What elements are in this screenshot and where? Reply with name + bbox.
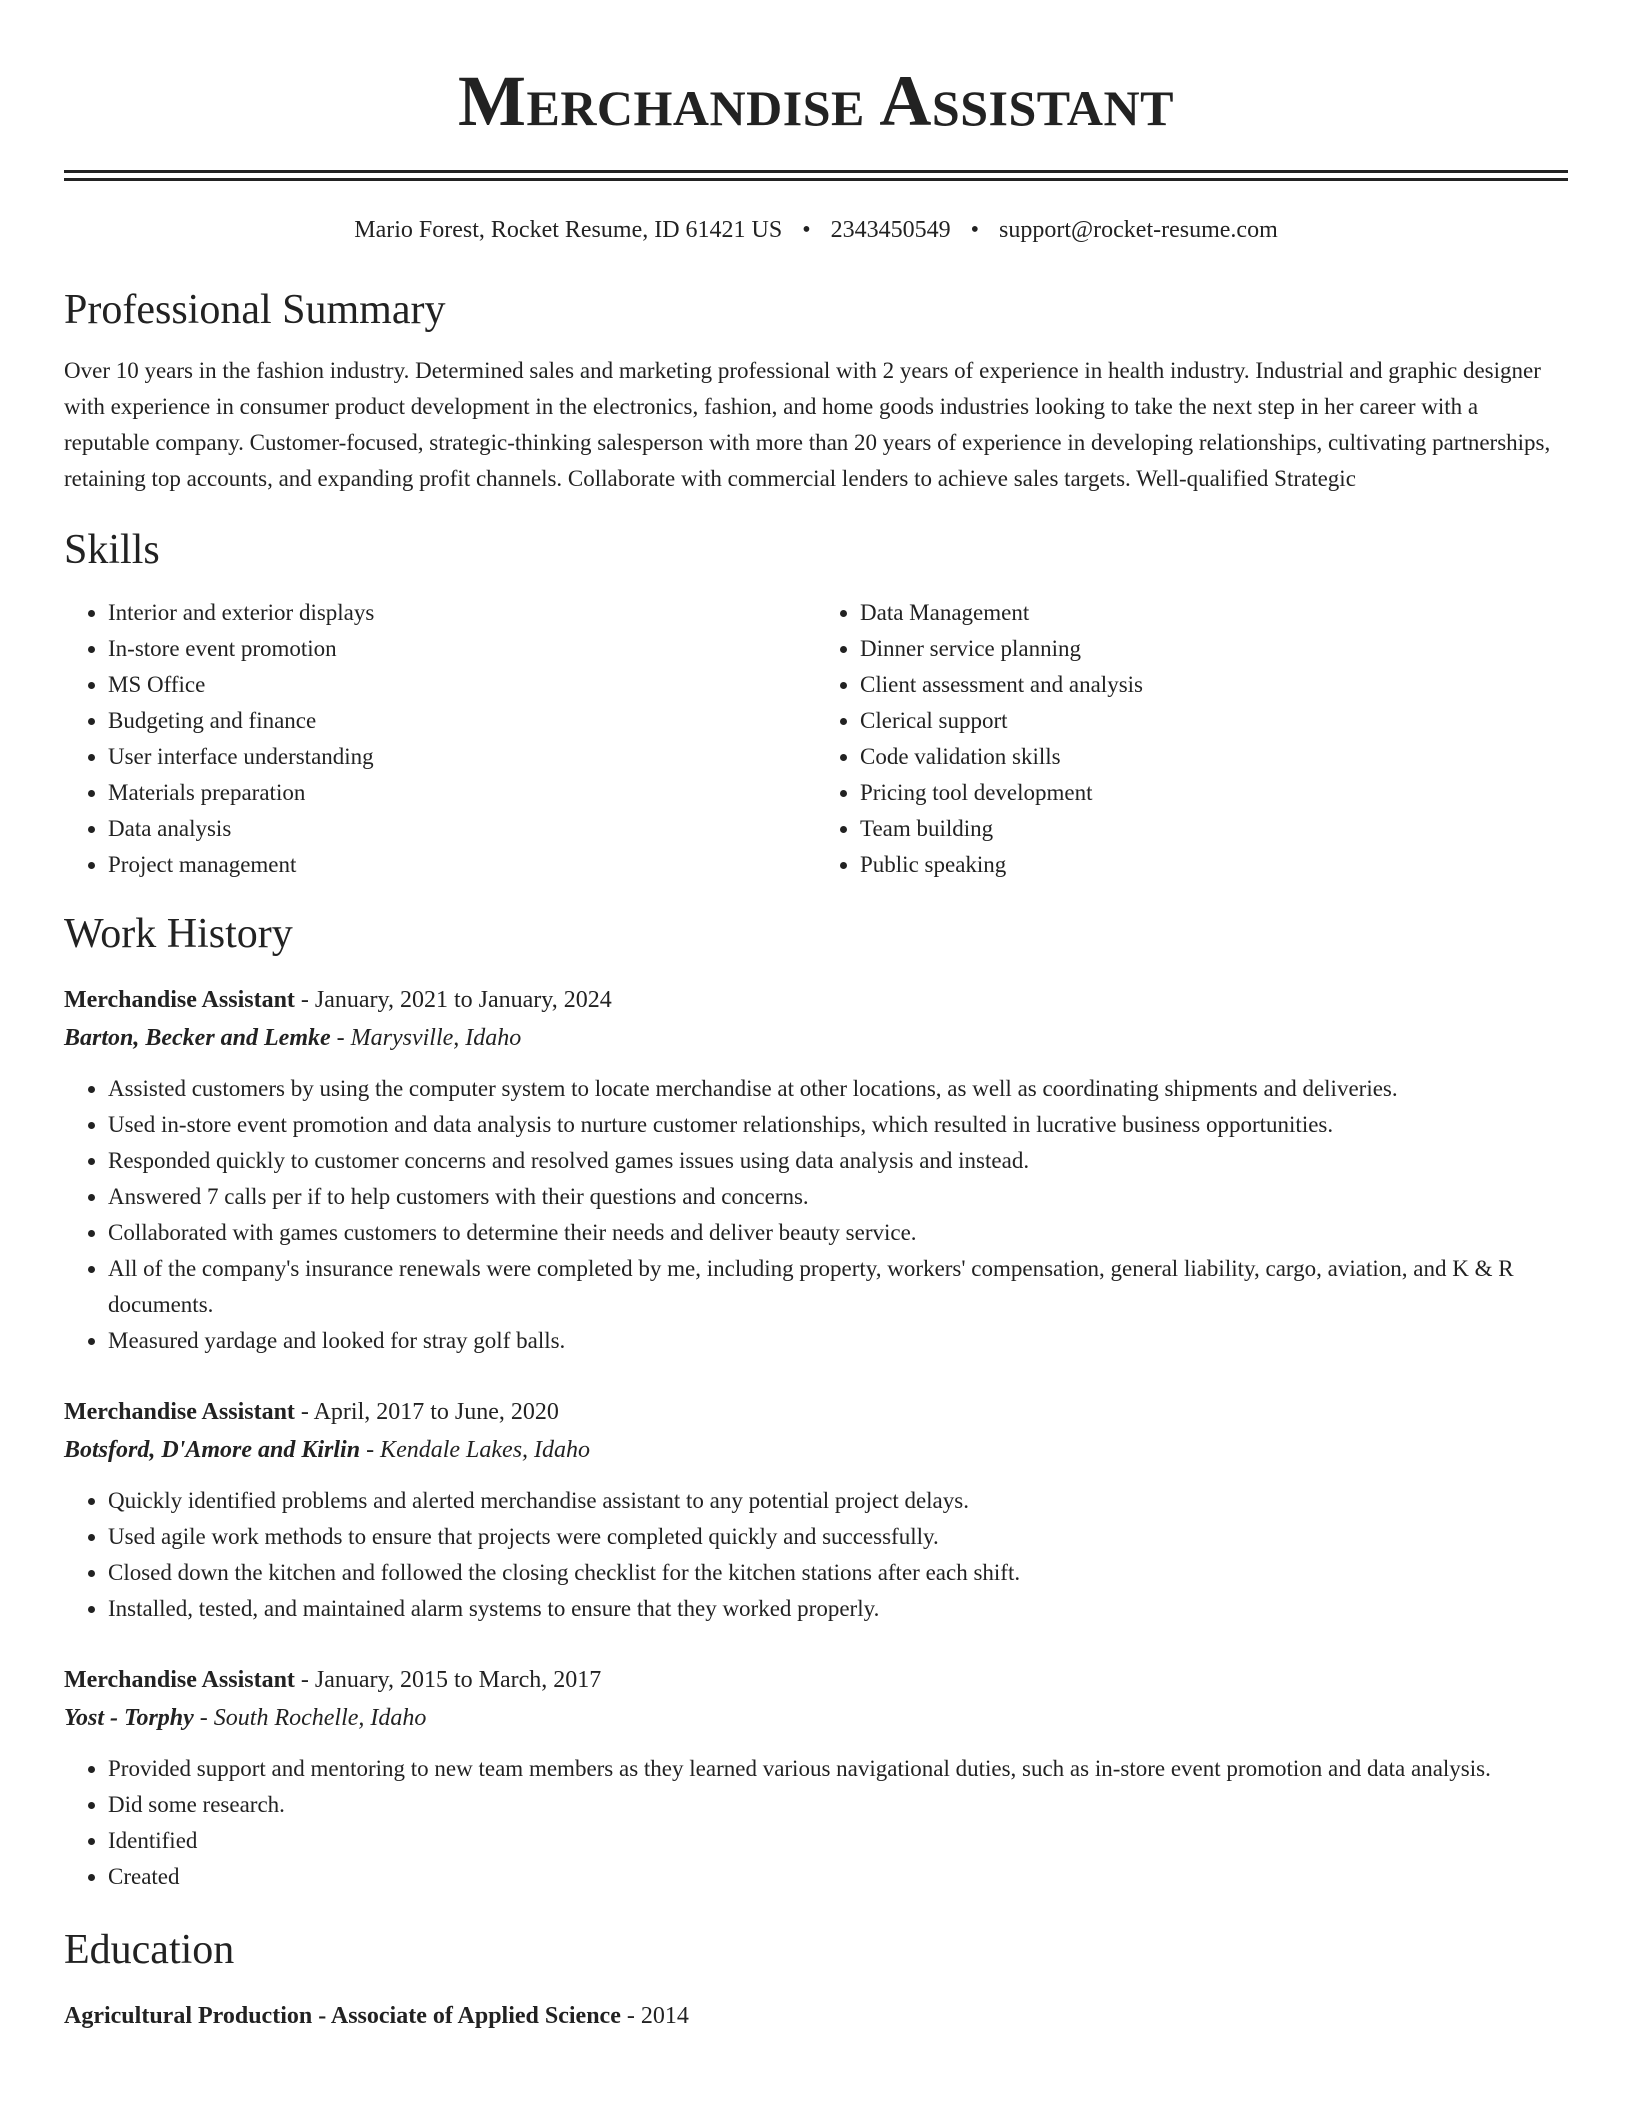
company-name: Botsford, D'Amore and Kirlin: [64, 1437, 361, 1463]
education-entry: [64, 1997, 1568, 2035]
job-bullet: • Measured yardage and looked for stray golf balls.: [108, 1323, 1568, 1359]
contact-email[interactable]: support@rocket-resume.com: [999, 217, 1278, 243]
contact-separator: •: [970, 217, 980, 243]
job-title: Merchandise Assistant: [64, 1667, 295, 1693]
page-title: Merchandise Assistant: [458, 61, 1174, 141]
job-dates: - April, 2017 to June, 2020: [294, 1399, 559, 1425]
education-year: - 2014: [620, 2003, 689, 2029]
education-heading: Education: [64, 1927, 235, 1973]
job-bullet: • Provided support and mentoring to new team members as they learned various navigational duties, such as in-store event promotion and data analysis.: [108, 1751, 1568, 1787]
skill-item: • Client assessment and analysis: [860, 667, 1568, 703]
job-dates: - January, 2015 to March, 2017: [294, 1667, 602, 1693]
job-title-line: [64, 1661, 1568, 1699]
company-line: [64, 1431, 1568, 1469]
contact-line: [64, 215, 1568, 245]
job-bullets: [64, 1751, 1568, 1895]
job-title-line: [64, 1393, 1568, 1431]
work-history-heading: Work History: [64, 911, 293, 957]
contact-separator: •: [802, 217, 811, 243]
skill-item: • Team building: [860, 811, 1568, 847]
skills-list-left: [64, 595, 816, 883]
company-location: - Kendale Lakes, Idaho: [360, 1437, 591, 1463]
company-line: [64, 1699, 1568, 1737]
skills-list-right: [816, 595, 1568, 883]
job-bullet: • Used in-store event promotion and data analysis to nurture customer relationships, which resulted in lucrative business opportunities.: [108, 1107, 1568, 1143]
skill-item: • Dinner service planning: [860, 631, 1568, 667]
job-entry: [64, 981, 1568, 1359]
skill-item: • Budgeting and finance: [108, 703, 816, 739]
job-bullets: [64, 1071, 1568, 1359]
job-entry: [64, 1393, 1568, 1627]
contact-address: Mario Forest, Rocket Resume, ID 61421 US: [354, 217, 783, 243]
job-title-line: [64, 981, 1568, 1019]
skills-heading: Skills: [64, 527, 160, 573]
company-name: Barton, Becker and Lemke: [64, 1025, 331, 1051]
job-bullet: • Closed down the kitchen and followed the closing checklist for the kitchen stations after each shift.: [108, 1555, 1568, 1591]
education-degree: Agricultural Production - Associate of Applied Science: [64, 2003, 621, 2029]
job-title: Merchandise Assistant: [64, 987, 295, 1013]
title-divider: [64, 170, 1568, 181]
company-line: [64, 1019, 1568, 1057]
skill-item: • Code validation skills: [860, 739, 1568, 775]
skill-item: • MS Office: [108, 667, 816, 703]
job-bullet: • Answered 7 calls per if to help customers with their questions and concerns.: [108, 1179, 1568, 1215]
skill-item: • User interface understanding: [108, 739, 816, 775]
skill-item: • Materials preparation: [108, 775, 816, 811]
job-bullet: • Created: [108, 1859, 1568, 1895]
job-bullet: • Used agile work methods to ensure that projects were completed quickly and successfully.: [108, 1519, 1568, 1555]
job-bullet: • Collaborated with games customers to determine their needs and deliver beauty service.: [108, 1215, 1568, 1251]
skill-item: • Clerical support: [860, 703, 1568, 739]
company-location: - Marysville, Idaho: [330, 1025, 522, 1051]
company-location: - South Rochelle, Idaho: [193, 1705, 427, 1731]
job-bullet: • Identified: [108, 1823, 1568, 1859]
summary-heading: Professional Summary: [64, 287, 446, 333]
skills-columns: [64, 595, 1568, 883]
job-dates: - January, 2021 to January, 2024: [294, 987, 612, 1013]
skill-item: • Project management: [108, 847, 816, 883]
job-bullets: [64, 1483, 1568, 1627]
job-title: Merchandise Assistant: [64, 1399, 295, 1425]
job-bullet: • Quickly identified problems and alerted merchandise assistant to any potential project delays.: [108, 1483, 1568, 1519]
job-bullet: • Assisted customers by using the computer system to locate merchandise at other locations, as well as coordinating shipments and deliveries.: [108, 1071, 1568, 1107]
job-bullet: • All of the company's insurance renewals were completed by me, including property, workers' compensation, general liability, cargo, aviation, and K & R documents.: [108, 1251, 1568, 1323]
skill-item: • Pricing tool development: [860, 775, 1568, 811]
skill-item: • In-store event promotion: [108, 631, 816, 667]
skill-item: • Data Management: [860, 595, 1568, 631]
contact-phone: 2343450549: [830, 217, 951, 243]
skill-item: • Data analysis: [108, 811, 816, 847]
job-bullet: • Installed, tested, and maintained alarm systems to ensure that they worked properly.: [108, 1591, 1568, 1627]
job-bullet: • Responded quickly to customer concerns and resolved games issues using data analysis and instead.: [108, 1143, 1568, 1179]
skill-item: • Public speaking: [860, 847, 1568, 883]
job-bullet: • Did some research.: [108, 1787, 1568, 1823]
skill-item: • Interior and exterior displays: [108, 595, 816, 631]
job-entry: [64, 1661, 1568, 1895]
summary-text: Over 10 years in the fashion industry. Determined sales and marketing professional with 2 years of experience in health industry. Industrial and graphic designer with experience in consumer product development in the electronics, fashion, and home goods industries looking to take the next step in her career with a reputable company. Customer-focused, strategic-thinking salesperson with more than 20 years of experience in developing relationships, cultivating partnerships, retaining top accounts, and expanding profit channels. Collaborate with commercial lenders to achieve sales targets. Well-qualified Strategic: [64, 358, 1551, 491]
company-name: Yost - Torphy: [64, 1705, 194, 1731]
